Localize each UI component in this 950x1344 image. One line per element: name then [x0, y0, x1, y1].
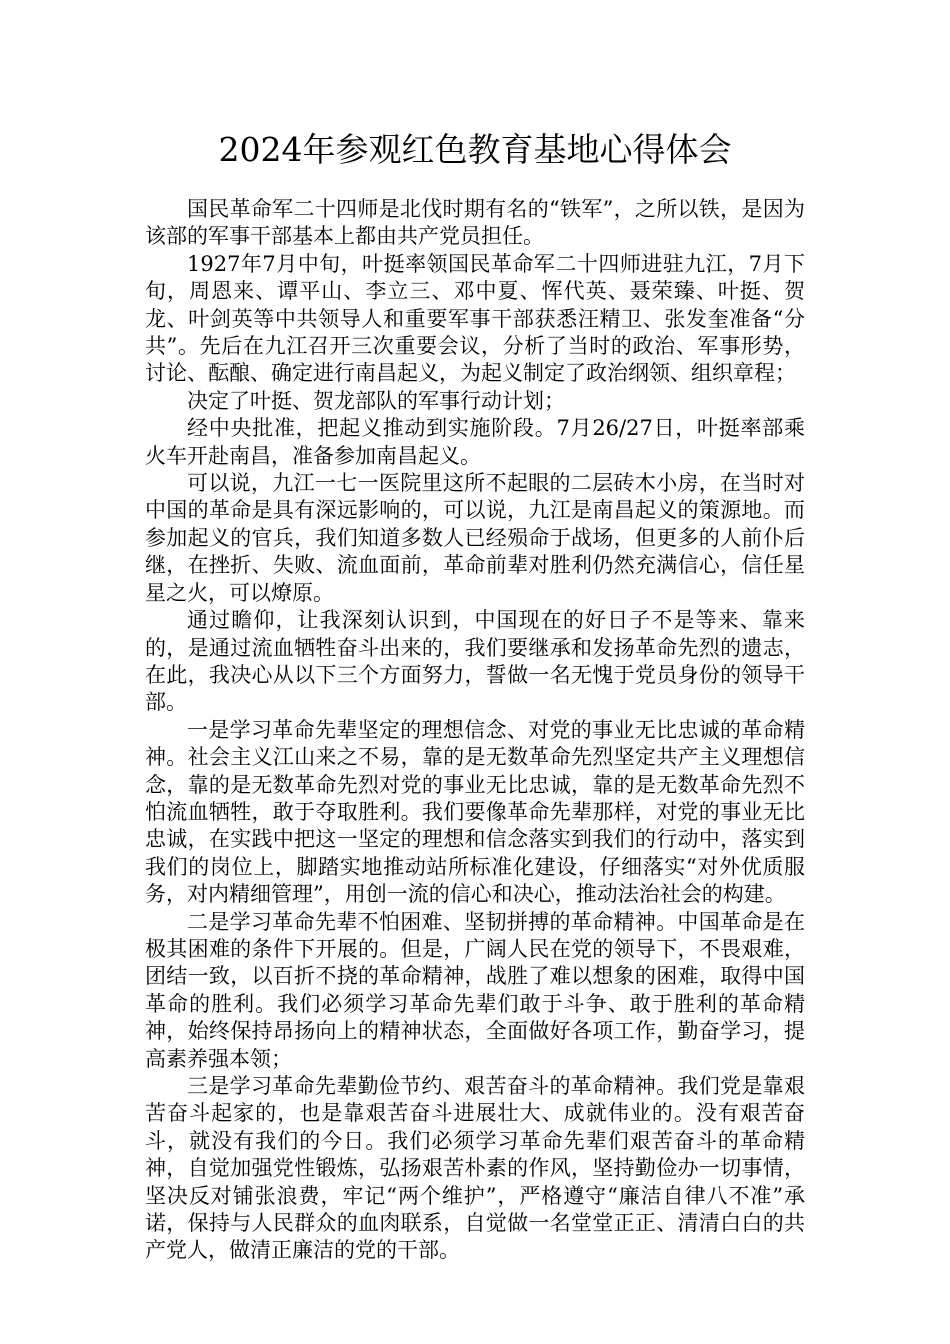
paragraph-8: 二是学习革命先辈不怕困难、坚韧拼搏的革命精神。中国革命是在极其困难的条件下开展的。但是，广阔人民在党的领导下，不畏艰难，团结一致，以百折不挠的革命精神，战胜了难以想象的困难，取得中国革命的胜利。我们必须学习革命先辈们敢于斗争、敢于胜利的革命精神，始终保持昂扬向上的精神状态，全面做好各项工作，勤奋学习，提高素养强本领；	[145, 909, 805, 1071]
paragraph-7: 一是学习革命先辈坚定的理想信念、对党的事业无比忠诚的革命精神。社会主义江山来之不易，靠的是无数革命先烈坚定共产主义理想信念，靠的是无数革命先烈对党的事业无比忠诚，靠的是无数革命先烈不怕流血牺牲，敢于夺取胜利。我们要像革命先辈那样，对党的事业无比忠诚，在实践中把这一坚定的理想和信念落实到我们的行动中，落实到我们的岗位上，脚踏实地推动站所标准化建设，仔细落实“对外优质服务，对内精细管理”，用创一流的信心和决心，推动法治社会的构建。	[145, 717, 805, 907]
document-title: 2024年参观红色教育基地心得体会	[218, 130, 732, 169]
paragraph-3: 决定了叶挺、贺龙部队的军事行动计划；	[187, 388, 565, 413]
paragraph-9: 三是学习革命先辈勤俭节约、艰苦奋斗的革命精神。我们党是靠艰苦奋斗起家的，也是靠艰苦奋斗进展壮大、成就伟业的。没有艰苦奋斗，就没有我们的今日。我们必须学习革命先辈们艰苦奋斗的革命精神，自觉加强党性锻炼，弘扬艰苦朴素的作风，坚持勤俭办一切事情，坚决反对铺张浪费，牢记“两个维护”，严格遵守“廉洁自律八不准”承诺，保持与人民群众的血肉联系，自觉做一名堂堂正正、清清白白的共产党人，做清正廉洁的党的干部。	[145, 1074, 805, 1263]
paragraph-1: 国民革命军二十四师是北伐时期有名的“铁军”，之所以铁，是因为该部的军事干部基本上都由共产党员担任。	[145, 197, 805, 249]
paragraph-2: 1927年7月中旬，叶挺率领国民革命军二十四师进驻九江，7月下旬，周恩来、谭平山、李立三、邓中夏、恽代英、聂荣臻、叶挺、贺龙、叶剑英等中共领导人和重要军事干部获悉汪精卫、张发奎准备“分共”。先后在九江召开三次重要会议，分析了当时的政治、军事形势，讨论、酝酿、确定进行南昌起义，为起义制定了政治纲领、组织章程；	[145, 251, 805, 386]
document-body	[145, 196, 805, 1265]
paragraph-6: 通过瞻仰，让我深刻认识到，中国现在的好日子不是等来、靠来的，是通过流血牺牲奋斗出来的，我们要继承和发扬革命先烈的遗志，在此，我决心从以下三个方面努力，誓做一名无愧于党员身份的领导干部。	[145, 608, 805, 715]
paragraph-4: 经中央批准，把起义推动到实施阶段。7月26/27日，叶挺率部乘火车开赴南昌，准备参加南昌起义。	[145, 416, 805, 468]
paragraph-5: 可以说，九江一七一医院里这所不起眼的二层砖木小房，在当时对中国的革命是具有深远影响的，可以说，九江是南昌起义的策源地。而参加起义的官兵，我们知道多数人已经殒命于战场，但更多的人前仆后继，在挫折、失败、流血面前，革命前辈对胜利仍然充满信心，信任星星之火，可以燎原。	[145, 471, 805, 605]
